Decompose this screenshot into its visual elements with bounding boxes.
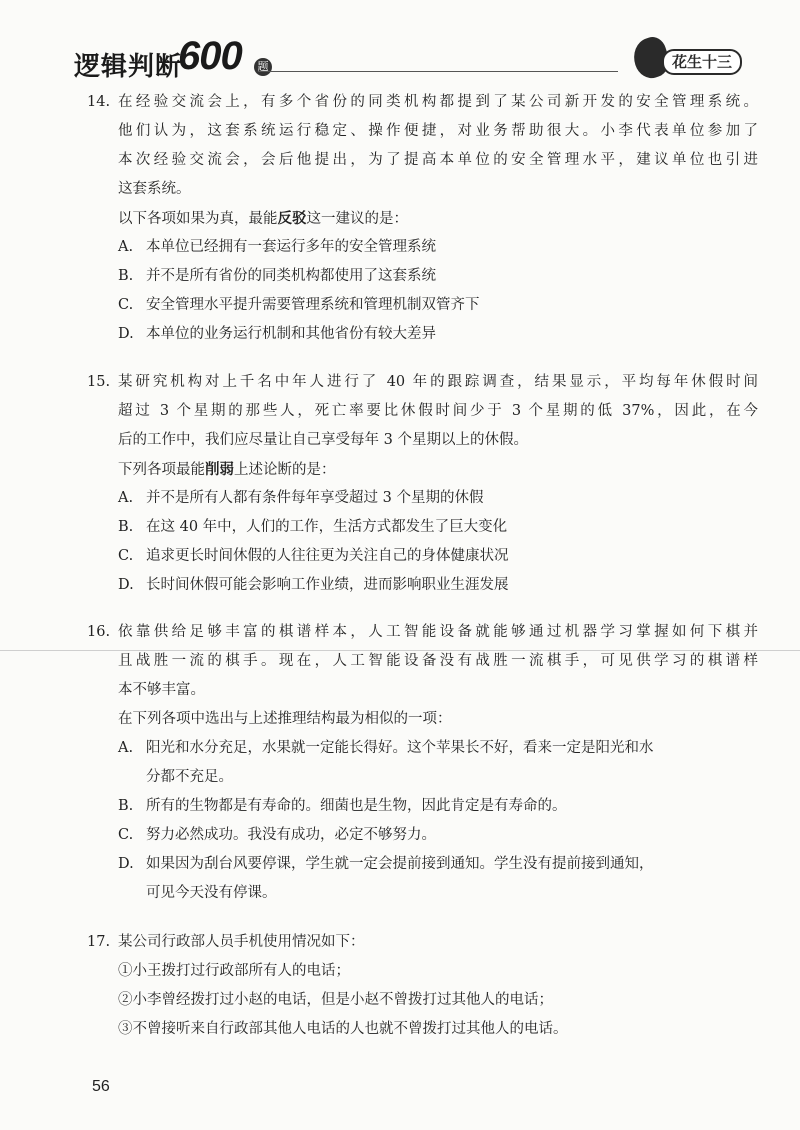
option-text: 追求更长时间休假的人往往更为关注自己的身体健康状况 — [146, 548, 509, 564]
question-stem — [87, 618, 758, 705]
option-text: 阳光和水分充足，水果就一定能长得好。这个苹果长不好，看来一定是阳光和水 — [146, 740, 654, 756]
prompt-keyword: 反驳 — [277, 210, 307, 227]
prompt-text: 下列各项最能 — [118, 462, 205, 478]
stem-line: 超过 3 个星期的那些人，死亡率要比休假时间少于 3 个星期的低 37%，因此，在今 — [118, 403, 758, 419]
option-text: 并不是所有人都有条件每年享受超过 3 个星期的休假 — [146, 490, 484, 506]
option-text: 长时间休假可能会影响工作业绩，进而影响职业生涯发展 — [146, 577, 509, 593]
page-header — [58, 36, 748, 80]
option-c[interactable] — [87, 821, 758, 850]
question-number: 15. — [87, 374, 111, 390]
option-text: 本单位的业务运行机制和其他省份有较大差异 — [146, 326, 436, 342]
stem-line: 他们认为，这套系统运行稳定、操作便捷，对业务帮助很大。小李代表单位参加了 — [118, 123, 758, 139]
option-text: 并不是所有省份的同类机构都使用了这套系统 — [146, 268, 436, 284]
stem-line: 依靠供给足够丰富的棋谱样本，人工智能设备就能够通过机器学习掌握如何下棋并 — [118, 624, 758, 640]
option-label: C. — [118, 297, 134, 313]
option-label: A. — [118, 490, 134, 506]
condition-3: ③不曾接听来自行政部其他人电话的人也就不曾拨打过其他人的电话。 — [118, 1021, 568, 1037]
option-label: B. — [118, 798, 134, 814]
option-label: C. — [118, 548, 134, 564]
prompt-text: 以下各项如果为真，最能 — [118, 211, 278, 227]
option-d[interactable] — [87, 320, 758, 349]
option-d[interactable] — [87, 571, 758, 600]
option-c[interactable] — [87, 542, 758, 571]
stem-line: 本次经验交流会，会后他提出，为了提高本单位的安全管理水平，建议单位也引进 — [118, 152, 758, 168]
brand-name: 花生十三 — [662, 49, 742, 75]
option-text: 本单位已经拥有一套运行多年的安全管理系统 — [146, 239, 436, 255]
brand-logo — [616, 40, 748, 80]
option-label: B. — [118, 268, 134, 284]
option-text: 努力必然成功。我没有成功，必定不够努力。 — [146, 827, 436, 843]
stem-line: 在经验交流会上，有多个省份的同类机构都提到了某公司新开发的安全管理系统。 — [118, 94, 758, 110]
prompt-text: 在下列各项中选出与上述推理结构最为相似的一项： — [118, 711, 452, 727]
option-label: A. — [118, 740, 134, 756]
option-label: A. — [118, 239, 134, 255]
option-a[interactable] — [87, 233, 758, 262]
option-label: D. — [118, 577, 134, 593]
option-c[interactable] — [87, 291, 758, 320]
question-prompt — [87, 455, 758, 484]
option-text: 所有的生物都是有寿命的。细菌也是生物，因此肯定是有寿命的。 — [146, 798, 567, 814]
question-number: 17. — [87, 934, 111, 950]
question-16 — [87, 618, 758, 908]
condition-2: ②小李曾经拨打过小赵的电话，但是小赵不曾拨打过其他人的电话； — [118, 992, 553, 1008]
book-suffix: 题 — [254, 58, 272, 76]
option-d[interactable] — [87, 850, 758, 908]
prompt-text: 这一建议的是： — [306, 211, 408, 227]
option-text: 如果因为刮台风要停课，学生就一定会提前接到通知。学生没有提前接到通知， — [146, 856, 654, 872]
option-b[interactable] — [87, 792, 758, 821]
option-text: 在这 40 年中，人们的工作，生活方式都发生了巨大变化 — [146, 519, 508, 535]
condition-1: ①小王拨打过行政部所有人的电话； — [118, 963, 350, 979]
option-label: C. — [118, 827, 134, 843]
question-17 — [87, 928, 758, 1044]
question-number: 16. — [87, 624, 111, 640]
question-15 — [87, 368, 758, 600]
page-number: 56 — [92, 1078, 110, 1095]
option-text: 分都不充足。 — [146, 769, 233, 785]
question-prompt — [87, 705, 758, 734]
option-label: D. — [118, 326, 134, 342]
stem-line: 这套系统。 — [118, 181, 191, 197]
question-prompt — [87, 204, 758, 233]
question-14 — [87, 88, 758, 349]
question-number: 14. — [87, 94, 111, 110]
option-text: 安全管理水平提升需要管理系统和管理机制双管齐下 — [146, 297, 480, 313]
question-stem — [87, 928, 758, 957]
option-b[interactable] — [87, 262, 758, 291]
prompt-keyword: 削弱 — [205, 461, 234, 478]
prompt-text: 上述论断的是： — [234, 462, 336, 478]
header-rule — [258, 71, 618, 72]
book-number: 600 — [178, 34, 242, 78]
stem-line: 某公司行政部人员手机使用情况如下： — [118, 934, 365, 950]
stem-line: 本不够丰富。 — [118, 682, 205, 698]
book-title: 逻辑判断 — [74, 52, 183, 82]
option-label: D. — [118, 856, 134, 872]
option-b[interactable] — [87, 513, 758, 542]
option-a[interactable] — [87, 484, 758, 513]
option-text: 可见今天没有停课。 — [146, 885, 277, 901]
question-stem — [87, 368, 758, 455]
stem-line: 且战胜一流的棋手。现在，人工智能设备没有战胜一流棋手，可见供学习的棋谱样 — [118, 653, 758, 669]
stem-line: 某研究机构对上千名中年人进行了 40 年的跟踪调查，结果显示，平均每年休假时间 — [118, 374, 758, 390]
option-label: B. — [118, 519, 134, 535]
stem-line: 后的工作中，我们应尽量让自己享受每年 3 个星期以上的休假。 — [118, 432, 528, 448]
question-stem — [87, 88, 758, 204]
option-a[interactable] — [87, 734, 758, 792]
